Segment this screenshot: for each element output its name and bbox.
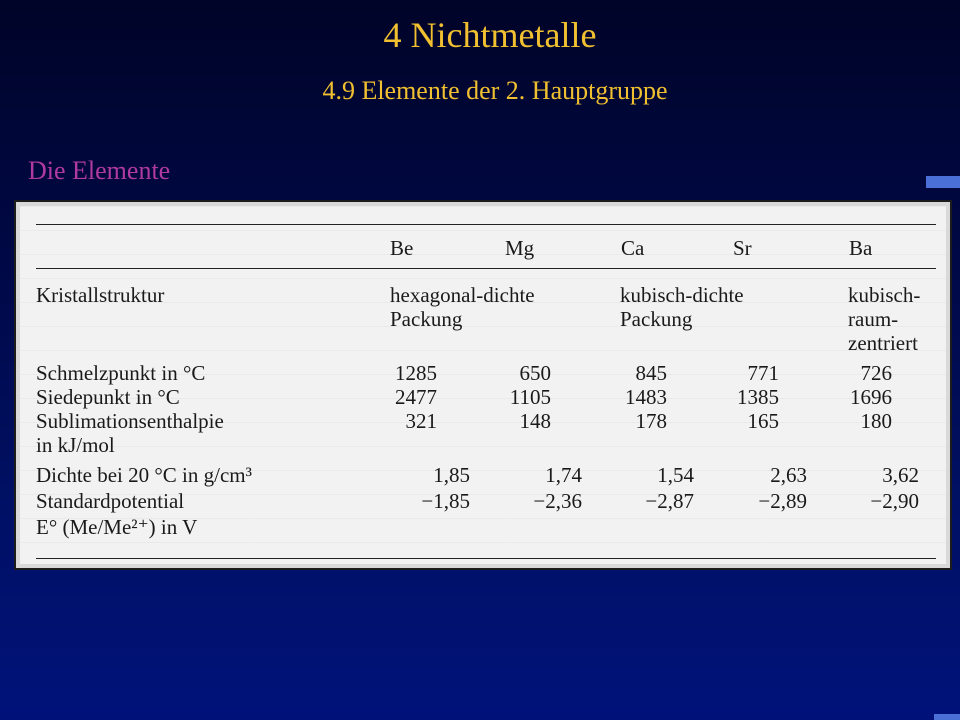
column-header-mg: Mg — [505, 236, 535, 260]
cell-sr-sublimation: 165 — [747, 409, 779, 433]
cell-be-standardpotential: −1,85 — [421, 489, 470, 513]
cell-sr-standardpotential: −2,89 — [758, 489, 807, 513]
slide-title: 4 Nichtmetalle — [383, 15, 597, 55]
cell-ba-dichte: 3,62 — [882, 463, 919, 487]
slide-subtitle: 4.9 Elemente der 2. Hauptgruppe — [322, 76, 668, 105]
cell-be-schmelzpunkt: 1285 — [395, 361, 437, 385]
cell-be-dichte: 1,85 — [433, 463, 470, 487]
cell-be-structure-1: hexagonal-dichte — [390, 283, 535, 307]
cell-sr-siedepunkt: 1385 — [737, 385, 779, 409]
cell-ba-sublimation: 180 — [860, 409, 892, 433]
cell-ca-schmelzpunkt: 845 — [635, 361, 667, 385]
table-image-frame — [14, 200, 952, 570]
cell-ba-standardpotential: −2,90 — [870, 489, 919, 513]
cell-ca-siedepunkt: 1483 — [625, 385, 667, 409]
row-label-sublimation-1: Sublimationsenthalpie — [36, 409, 224, 433]
row-label-kristallstruktur: Kristallstruktur — [36, 283, 165, 307]
cell-be-structure-2: Packung — [390, 307, 463, 331]
table-top-rule — [36, 224, 936, 225]
column-header-be: Be — [390, 236, 414, 260]
accent-bar-bottom — [934, 714, 960, 720]
column-header-sr: Sr — [733, 236, 752, 260]
cell-sr-schmelzpunkt: 771 — [747, 361, 779, 385]
cell-mg-schmelzpunkt: 650 — [519, 361, 551, 385]
row-label-dichte: Dichte bei 20 °C in g/cm³ — [36, 463, 252, 487]
table-bottom-rule — [36, 558, 936, 559]
cell-mg-siedepunkt: 1105 — [509, 385, 551, 409]
cell-ca-standardpotential: −2,87 — [645, 489, 694, 513]
scanned-table — [20, 206, 946, 564]
column-header-ba: Ba — [849, 236, 873, 260]
cell-mg-sublimation: 148 — [519, 409, 551, 433]
row-label-schmelzpunkt: Schmelzpunkt in °C — [36, 361, 206, 385]
row-label-standardpotential-1: Standardpotential — [36, 489, 185, 513]
section-heading: Die Elemente — [28, 156, 171, 185]
row-label-standardpotential-2: E° (Me/Me²⁺) in V — [36, 515, 198, 539]
cell-mg-dichte: 1,74 — [545, 463, 582, 487]
accent-bar — [926, 176, 960, 188]
cell-ba-structure-3: zentriert — [848, 331, 918, 355]
header-rule — [36, 268, 936, 269]
row-label-sublimation-2: in kJ/mol — [36, 433, 115, 457]
cell-ba-schmelzpunkt: 726 — [860, 361, 892, 385]
row-label-siedepunkt: Siedepunkt in °C — [36, 385, 180, 409]
cell-ca-structure-1: kubisch-dichte — [620, 283, 744, 307]
cell-ca-dichte: 1,54 — [657, 463, 694, 487]
cell-ca-sublimation: 178 — [635, 409, 667, 433]
cell-be-siedepunkt: 2477 — [395, 385, 437, 409]
cell-ca-structure-2: Packung — [620, 307, 693, 331]
cell-be-sublimation: 321 — [405, 409, 437, 433]
cell-mg-standardpotential: −2,36 — [533, 489, 582, 513]
cell-ba-structure-1: kubisch- — [848, 283, 921, 307]
cell-ba-structure-2: raum- — [848, 307, 899, 331]
cell-ba-siedepunkt: 1696 — [850, 385, 892, 409]
column-header-ca: Ca — [621, 236, 645, 260]
cell-sr-dichte: 2,63 — [770, 463, 807, 487]
